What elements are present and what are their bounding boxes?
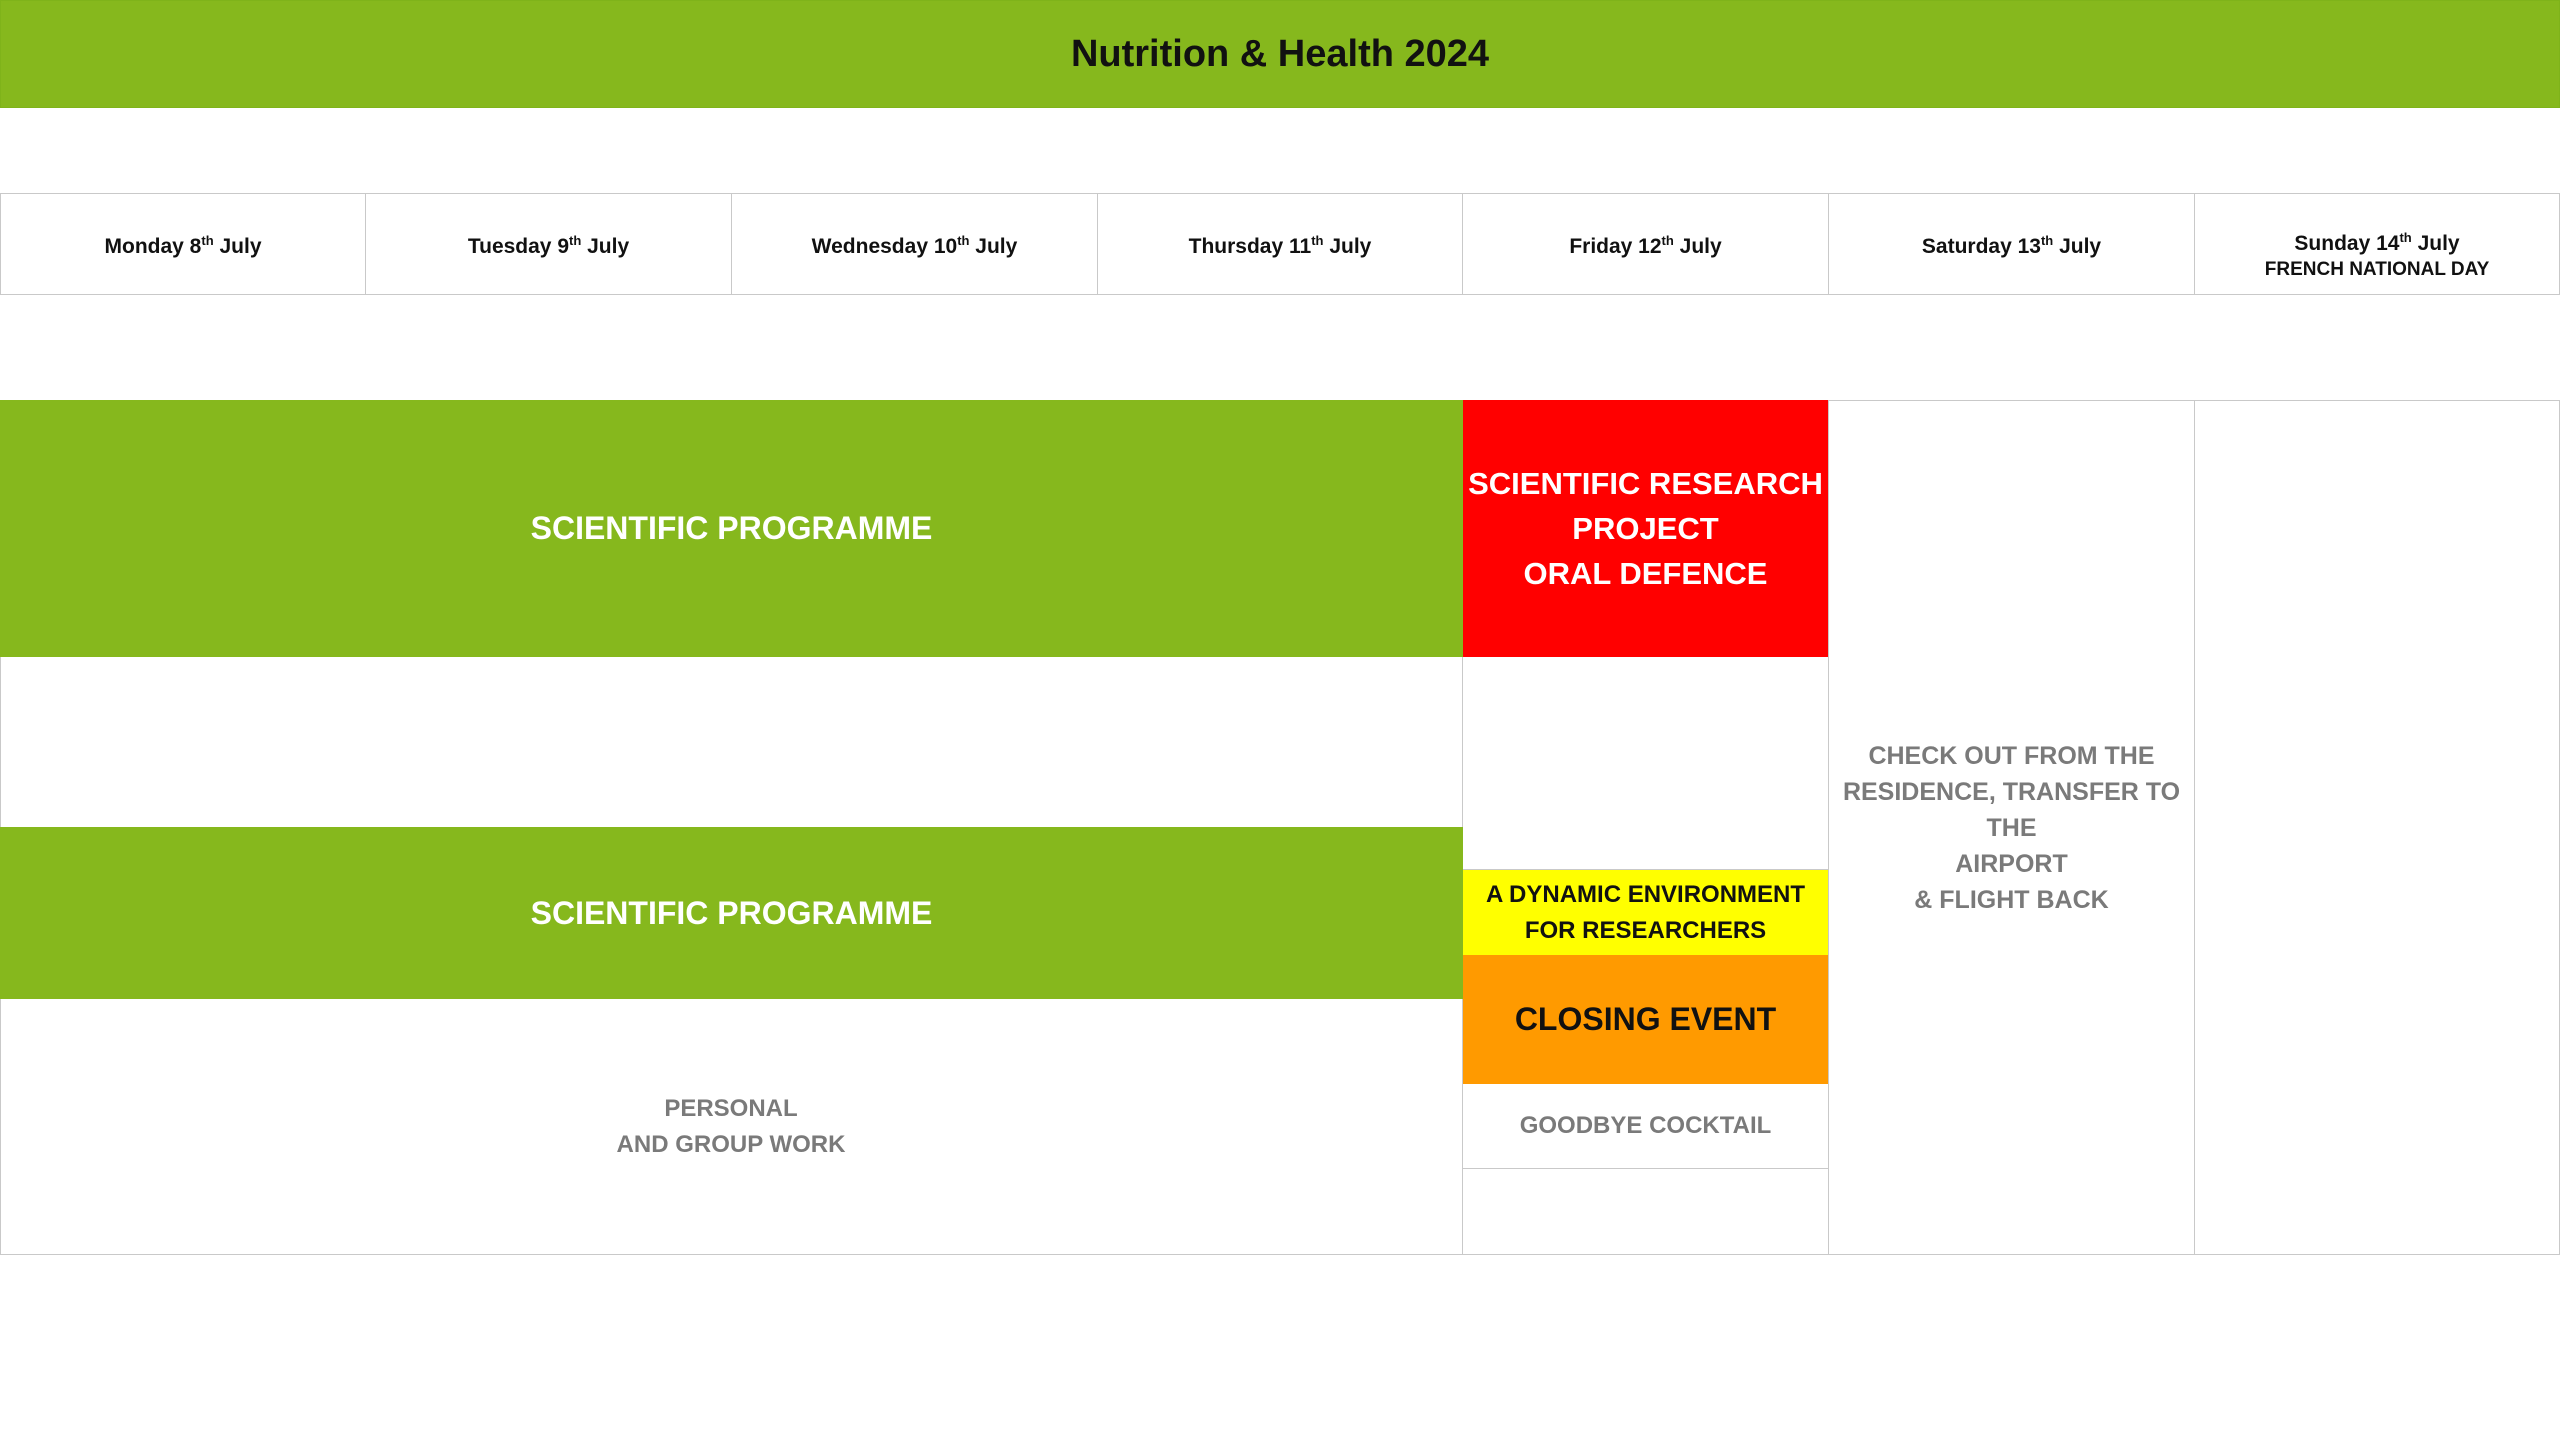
- page-title: Nutrition & Health 2024: [1070, 32, 1490, 75]
- day-label: Saturday 13th July: [1921, 233, 2102, 258]
- day-header-friday: [1462, 193, 1829, 295]
- oral-defence-label: SCIENTIFIC RESEARCH PROJECT ORAL DEFENCE: [1468, 466, 1823, 591]
- day-header-wednesday: [731, 193, 1098, 295]
- checkout-block: [1829, 400, 2194, 1255]
- closing-event-label: CLOSING EVENT: [1514, 1001, 1777, 1037]
- day-label: Sunday 14th July: [2294, 230, 2460, 255]
- morning-programme-block: [0, 400, 1463, 657]
- checkout-label: CHECK OUT FROM THE RESIDENCE, TRANSFER TO THE AIRPORT & FLIGHT BACK: [1842, 741, 2181, 914]
- day-header-monday: [0, 193, 366, 295]
- afternoon-programme-label: SCIENTIFIC PROGRAMME: [530, 894, 933, 931]
- morning-programme-label: SCIENTIFIC PROGRAMME: [530, 510, 933, 546]
- day-header-thursday: [1097, 193, 1463, 295]
- day-note: FRENCH NATIONAL DAY: [2264, 259, 2490, 280]
- oral-defence-block: [1463, 400, 1828, 657]
- dynamic-environment-label: A DYNAMIC ENVIRONMENT FOR RESEARCHERS: [1485, 880, 1806, 944]
- goodbye-cocktail-label: GOODBYE COCKTAIL: [1519, 1112, 1772, 1139]
- grid-divider: [2194, 400, 2195, 1255]
- title-bar: [0, 0, 2560, 108]
- personal-work-label: PERSONAL AND GROUP WORK: [616, 1095, 846, 1158]
- day-label: Thursday 11th July: [1188, 233, 1372, 258]
- goodbye-cocktail-block: [1463, 1084, 1828, 1169]
- day-header-sunday: [2194, 193, 2560, 295]
- day-label: Tuesday 9th July: [467, 233, 630, 258]
- day-header-tuesday: [365, 193, 732, 295]
- day-label: Wednesday 10th July: [811, 233, 1018, 258]
- day-label: Friday 12th July: [1569, 233, 1722, 258]
- personal-work-block: [0, 999, 1462, 1255]
- closing-event-block: [1463, 955, 1828, 1084]
- dynamic-environment-block: [1463, 869, 1828, 955]
- day-label: Monday 8th July: [104, 233, 262, 258]
- day-header-saturday: [1828, 193, 2195, 295]
- afternoon-programme-block: [0, 827, 1463, 999]
